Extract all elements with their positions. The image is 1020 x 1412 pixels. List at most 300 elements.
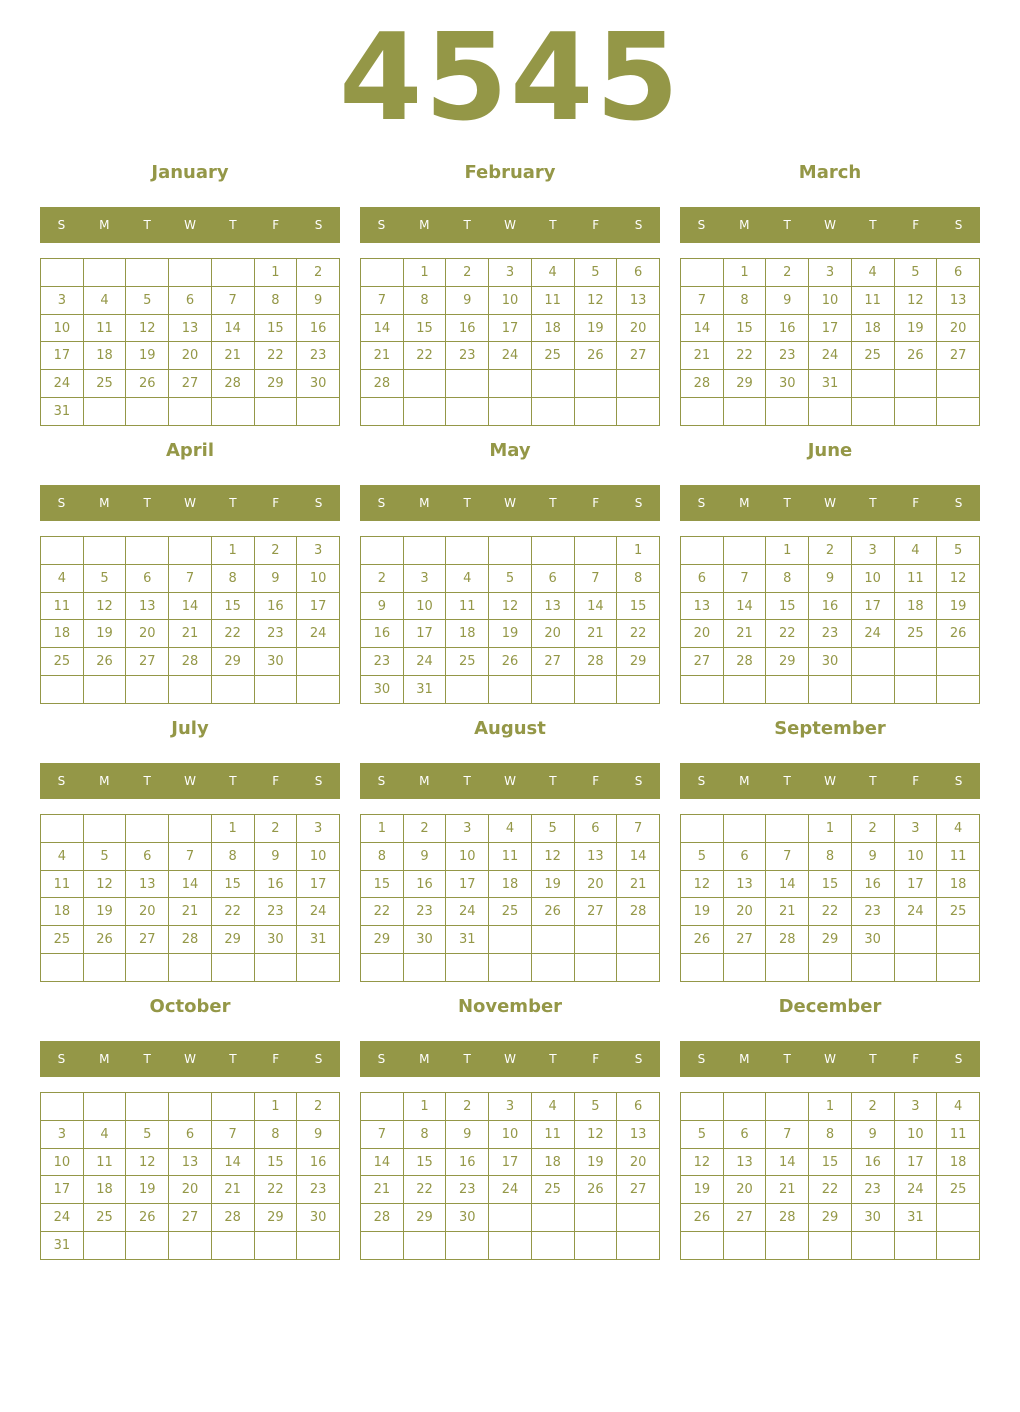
day-cell xyxy=(169,1232,212,1260)
day-cell xyxy=(851,954,894,982)
month-september xyxy=(680,706,980,984)
day-cell: 16 xyxy=(403,870,446,898)
month-april xyxy=(40,428,340,706)
day-cell xyxy=(126,676,169,704)
day-cell: 12 xyxy=(126,1148,169,1176)
day-grid xyxy=(360,536,660,704)
weekday-label: S xyxy=(57,1052,66,1066)
day-cell xyxy=(83,815,126,843)
day-cell: 26 xyxy=(574,342,617,370)
day-cell: 23 xyxy=(446,1176,489,1204)
day-cell: 7 xyxy=(361,1120,404,1148)
day-cell xyxy=(531,1232,574,1260)
day-cell xyxy=(681,1232,724,1260)
day-cell xyxy=(126,1093,169,1121)
day-cell: 10 xyxy=(41,314,84,342)
week-row xyxy=(681,648,980,676)
day-cell: 19 xyxy=(574,1148,617,1176)
day-cell: 18 xyxy=(937,1148,980,1176)
day-cell: 28 xyxy=(361,370,404,398)
week-row xyxy=(681,537,980,565)
day-cell: 1 xyxy=(254,1093,297,1121)
day-cell xyxy=(489,537,532,565)
day-cell: 2 xyxy=(254,537,297,565)
weekday-label: M xyxy=(739,774,750,788)
day-cell: 14 xyxy=(574,592,617,620)
day-cell: 14 xyxy=(169,592,212,620)
day-cell: 24 xyxy=(403,648,446,676)
day-cell: 29 xyxy=(254,370,297,398)
day-cell xyxy=(211,954,254,982)
day-cell xyxy=(41,537,84,565)
day-cell: 25 xyxy=(41,648,84,676)
day-cell: 23 xyxy=(297,1176,340,1204)
day-cell: 7 xyxy=(211,1120,254,1148)
week-row xyxy=(41,898,340,926)
day-cell: 14 xyxy=(723,592,766,620)
weekday-header xyxy=(680,485,980,521)
day-cell: 13 xyxy=(617,1120,660,1148)
day-cell xyxy=(723,1093,766,1121)
weekday-label: M xyxy=(739,218,750,232)
day-cell: 15 xyxy=(211,592,254,620)
weekday-label: T xyxy=(229,496,237,510)
day-cell: 2 xyxy=(254,815,297,843)
week-row xyxy=(681,342,980,370)
day-cell: 10 xyxy=(297,564,340,592)
day-cell: 24 xyxy=(489,1176,532,1204)
day-cell xyxy=(937,398,980,426)
week-row xyxy=(361,648,660,676)
day-cell: 6 xyxy=(169,286,212,314)
day-cell xyxy=(723,537,766,565)
day-cell: 9 xyxy=(403,842,446,870)
day-cell: 8 xyxy=(809,1120,852,1148)
day-cell xyxy=(766,954,809,982)
day-cell: 24 xyxy=(446,898,489,926)
day-cell: 11 xyxy=(894,564,937,592)
day-cell: 8 xyxy=(361,842,404,870)
day-cell: 26 xyxy=(937,620,980,648)
day-cell: 15 xyxy=(766,592,809,620)
day-cell: 17 xyxy=(403,620,446,648)
weekday-label: M xyxy=(419,218,430,232)
day-cell: 29 xyxy=(809,926,852,954)
day-cell: 16 xyxy=(446,314,489,342)
day-cell: 5 xyxy=(574,1093,617,1121)
day-cell: 27 xyxy=(574,898,617,926)
day-cell xyxy=(809,676,852,704)
day-cell: 6 xyxy=(681,564,724,592)
day-cell: 24 xyxy=(851,620,894,648)
weekday-header xyxy=(360,485,660,521)
day-cell xyxy=(617,398,660,426)
day-cell xyxy=(446,954,489,982)
day-cell: 4 xyxy=(531,259,574,287)
week-row xyxy=(681,870,980,898)
weekday-label: T xyxy=(783,1052,791,1066)
day-cell: 18 xyxy=(851,314,894,342)
day-grid xyxy=(680,536,980,704)
week-row xyxy=(361,592,660,620)
day-cell: 26 xyxy=(489,648,532,676)
weekday-header xyxy=(360,207,660,243)
month-name: November xyxy=(457,996,563,1017)
day-cell: 23 xyxy=(446,342,489,370)
day-cell: 3 xyxy=(297,815,340,843)
weekday-label: T xyxy=(143,774,151,788)
day-cell: 21 xyxy=(211,1176,254,1204)
day-cell: 16 xyxy=(446,1148,489,1176)
day-cell: 3 xyxy=(809,259,852,287)
day-grid xyxy=(680,258,980,426)
day-cell: 5 xyxy=(894,259,937,287)
month-name: May xyxy=(489,440,531,461)
day-cell: 26 xyxy=(126,370,169,398)
day-cell xyxy=(574,537,617,565)
day-cell: 24 xyxy=(489,342,532,370)
day-cell: 28 xyxy=(169,926,212,954)
week-row xyxy=(41,314,340,342)
month-name: July xyxy=(171,718,209,739)
day-cell: 15 xyxy=(254,314,297,342)
weekday-label: M xyxy=(99,774,110,788)
day-cell: 27 xyxy=(937,342,980,370)
day-cell: 29 xyxy=(617,648,660,676)
day-cell xyxy=(937,676,980,704)
day-cell: 1 xyxy=(211,815,254,843)
day-cell xyxy=(211,1232,254,1260)
day-cell: 27 xyxy=(617,342,660,370)
week-row xyxy=(41,954,340,982)
day-cell: 10 xyxy=(894,842,937,870)
day-cell xyxy=(83,1232,126,1260)
weekday-label: T xyxy=(869,496,877,510)
week-row xyxy=(681,398,980,426)
day-cell: 17 xyxy=(297,592,340,620)
day-cell: 20 xyxy=(723,898,766,926)
day-cell: 9 xyxy=(766,286,809,314)
weekday-label: T xyxy=(549,218,557,232)
day-cell: 27 xyxy=(617,1176,660,1204)
day-cell: 12 xyxy=(574,286,617,314)
day-cell xyxy=(531,398,574,426)
day-cell: 20 xyxy=(723,1176,766,1204)
day-cell xyxy=(937,370,980,398)
month-name: December xyxy=(778,996,882,1017)
day-cell: 13 xyxy=(937,286,980,314)
weekday-label: M xyxy=(99,496,110,510)
day-cell: 31 xyxy=(297,926,340,954)
weekday-label: T xyxy=(229,1052,237,1066)
day-cell: 19 xyxy=(83,898,126,926)
day-cell: 13 xyxy=(723,870,766,898)
weekday-header xyxy=(680,207,980,243)
weekday-label: S xyxy=(314,774,323,788)
weekday-label: F xyxy=(912,774,920,788)
weekday-label: T xyxy=(869,1052,877,1066)
weekday-label: F xyxy=(272,1052,280,1066)
weekday-label: W xyxy=(184,774,196,788)
weekday-label: T xyxy=(783,496,791,510)
day-cell: 21 xyxy=(574,620,617,648)
month-name: August xyxy=(474,718,546,739)
day-cell: 21 xyxy=(361,342,404,370)
week-row xyxy=(41,1176,340,1204)
day-cell: 4 xyxy=(894,537,937,565)
day-cell: 14 xyxy=(617,842,660,870)
week-row xyxy=(41,564,340,592)
day-cell: 16 xyxy=(851,870,894,898)
day-cell xyxy=(851,676,894,704)
day-cell: 18 xyxy=(937,870,980,898)
day-cell xyxy=(254,1232,297,1260)
day-cell: 8 xyxy=(254,286,297,314)
day-cell xyxy=(809,398,852,426)
day-cell xyxy=(894,1232,937,1260)
day-cell xyxy=(531,954,574,982)
week-row xyxy=(361,537,660,565)
day-cell xyxy=(254,676,297,704)
day-cell: 10 xyxy=(894,1120,937,1148)
weekday-label: S xyxy=(314,1052,323,1066)
day-cell: 6 xyxy=(617,259,660,287)
day-cell: 20 xyxy=(937,314,980,342)
week-row xyxy=(361,1204,660,1232)
week-row xyxy=(361,342,660,370)
day-cell: 5 xyxy=(83,564,126,592)
weekday-label: S xyxy=(634,218,643,232)
day-cell: 9 xyxy=(446,286,489,314)
weekday-label: M xyxy=(419,774,430,788)
day-cell: 21 xyxy=(723,620,766,648)
day-cell: 7 xyxy=(617,815,660,843)
day-cell xyxy=(574,1232,617,1260)
weekday-label: S xyxy=(954,496,963,510)
day-cell: 31 xyxy=(41,398,84,426)
weekday-label: T xyxy=(143,1052,151,1066)
day-grid xyxy=(40,536,340,704)
day-cell: 12 xyxy=(531,842,574,870)
day-cell: 3 xyxy=(446,815,489,843)
weekday-label: M xyxy=(739,496,750,510)
day-cell: 17 xyxy=(851,592,894,620)
day-cell: 23 xyxy=(361,648,404,676)
day-cell: 1 xyxy=(766,537,809,565)
day-cell xyxy=(403,537,446,565)
week-row xyxy=(361,676,660,704)
day-cell xyxy=(851,1232,894,1260)
day-cell xyxy=(489,954,532,982)
day-grid xyxy=(40,1092,340,1260)
weekday-header xyxy=(40,1041,340,1077)
day-cell xyxy=(297,676,340,704)
day-cell: 10 xyxy=(41,1148,84,1176)
month-july xyxy=(40,706,340,984)
day-cell: 16 xyxy=(297,1148,340,1176)
day-cell xyxy=(41,815,84,843)
day-cell: 25 xyxy=(41,926,84,954)
day-cell: 25 xyxy=(531,1176,574,1204)
day-cell: 13 xyxy=(531,592,574,620)
day-cell: 6 xyxy=(723,1120,766,1148)
weekday-label: S xyxy=(314,496,323,510)
day-cell: 10 xyxy=(297,842,340,870)
day-cell: 8 xyxy=(211,564,254,592)
day-cell: 15 xyxy=(361,870,404,898)
day-cell: 28 xyxy=(681,370,724,398)
week-row xyxy=(361,954,660,982)
day-cell: 26 xyxy=(83,648,126,676)
day-cell: 11 xyxy=(937,842,980,870)
day-cell: 7 xyxy=(681,286,724,314)
month-february xyxy=(360,150,660,428)
day-cell xyxy=(574,926,617,954)
day-cell xyxy=(574,954,617,982)
week-row xyxy=(41,537,340,565)
day-cell xyxy=(83,676,126,704)
day-cell: 12 xyxy=(489,592,532,620)
day-cell: 21 xyxy=(617,870,660,898)
day-cell: 15 xyxy=(809,1148,852,1176)
day-cell: 27 xyxy=(531,648,574,676)
day-cell: 27 xyxy=(681,648,724,676)
day-cell: 26 xyxy=(83,926,126,954)
weekday-label: S xyxy=(57,218,66,232)
day-cell xyxy=(169,537,212,565)
week-row xyxy=(41,1093,340,1121)
day-cell: 15 xyxy=(617,592,660,620)
month-name: June xyxy=(807,440,853,461)
day-cell: 19 xyxy=(681,1176,724,1204)
day-cell: 27 xyxy=(126,926,169,954)
week-row xyxy=(41,1120,340,1148)
day-cell: 17 xyxy=(894,1148,937,1176)
weekday-label: T xyxy=(549,1052,557,1066)
day-cell xyxy=(617,926,660,954)
week-row xyxy=(681,1232,980,1260)
weekday-label: T xyxy=(549,774,557,788)
day-cell: 17 xyxy=(489,1148,532,1176)
week-row xyxy=(681,286,980,314)
weekday-label: F xyxy=(592,496,600,510)
day-cell: 18 xyxy=(41,898,84,926)
day-cell: 22 xyxy=(254,1176,297,1204)
weekday-label: T xyxy=(463,1052,471,1066)
day-cell: 21 xyxy=(211,342,254,370)
day-cell xyxy=(766,1232,809,1260)
day-cell: 4 xyxy=(83,286,126,314)
week-row xyxy=(361,286,660,314)
weekday-header xyxy=(360,1041,660,1077)
weekday-label: M xyxy=(99,1052,110,1066)
day-cell xyxy=(937,926,980,954)
day-cell: 14 xyxy=(766,1148,809,1176)
day-cell: 10 xyxy=(851,564,894,592)
day-cell: 17 xyxy=(489,314,532,342)
weekday-label: S xyxy=(954,774,963,788)
day-cell xyxy=(297,954,340,982)
day-grid xyxy=(360,1092,660,1260)
week-row xyxy=(41,842,340,870)
day-cell: 17 xyxy=(446,870,489,898)
day-cell: 6 xyxy=(574,815,617,843)
day-cell: 24 xyxy=(894,1176,937,1204)
weekday-label: S xyxy=(697,774,706,788)
day-cell: 13 xyxy=(169,314,212,342)
week-row xyxy=(41,926,340,954)
day-grid xyxy=(360,258,660,426)
day-cell: 15 xyxy=(809,870,852,898)
day-cell: 16 xyxy=(254,592,297,620)
day-cell xyxy=(894,954,937,982)
day-cell xyxy=(851,648,894,676)
day-cell: 4 xyxy=(446,564,489,592)
day-cell: 28 xyxy=(211,370,254,398)
weekday-label: T xyxy=(783,774,791,788)
day-cell xyxy=(531,1204,574,1232)
day-cell: 24 xyxy=(894,898,937,926)
day-cell xyxy=(617,676,660,704)
day-cell: 13 xyxy=(126,870,169,898)
weekday-header xyxy=(680,763,980,799)
day-cell xyxy=(681,954,724,982)
day-cell: 12 xyxy=(894,286,937,314)
day-cell: 7 xyxy=(766,842,809,870)
day-cell xyxy=(894,926,937,954)
day-cell xyxy=(211,398,254,426)
weekday-label: T xyxy=(783,218,791,232)
day-cell: 28 xyxy=(169,648,212,676)
week-row xyxy=(681,1148,980,1176)
weekday-label: W xyxy=(184,218,196,232)
day-cell: 11 xyxy=(41,592,84,620)
day-cell xyxy=(41,676,84,704)
day-cell: 1 xyxy=(723,259,766,287)
day-cell xyxy=(446,370,489,398)
day-cell: 27 xyxy=(169,370,212,398)
day-cell: 1 xyxy=(361,815,404,843)
week-row xyxy=(41,592,340,620)
day-cell xyxy=(766,398,809,426)
day-cell: 8 xyxy=(254,1120,297,1148)
weekday-label: T xyxy=(229,218,237,232)
day-cell: 29 xyxy=(766,648,809,676)
day-cell xyxy=(361,954,404,982)
weekday-header xyxy=(680,1041,980,1077)
day-cell: 9 xyxy=(851,842,894,870)
day-cell: 3 xyxy=(297,537,340,565)
day-grid xyxy=(40,814,340,982)
day-cell: 25 xyxy=(937,898,980,926)
day-cell: 21 xyxy=(681,342,724,370)
day-cell xyxy=(41,259,84,287)
day-cell xyxy=(489,1204,532,1232)
day-cell xyxy=(254,954,297,982)
day-cell: 4 xyxy=(489,815,532,843)
day-cell: 10 xyxy=(489,1120,532,1148)
day-cell xyxy=(894,370,937,398)
day-cell: 3 xyxy=(41,1120,84,1148)
day-cell: 28 xyxy=(766,926,809,954)
day-cell: 8 xyxy=(766,564,809,592)
day-cell: 24 xyxy=(41,1204,84,1232)
day-cell: 28 xyxy=(211,1204,254,1232)
day-cell: 1 xyxy=(403,259,446,287)
day-cell xyxy=(41,1093,84,1121)
day-cell xyxy=(446,398,489,426)
day-cell xyxy=(297,398,340,426)
